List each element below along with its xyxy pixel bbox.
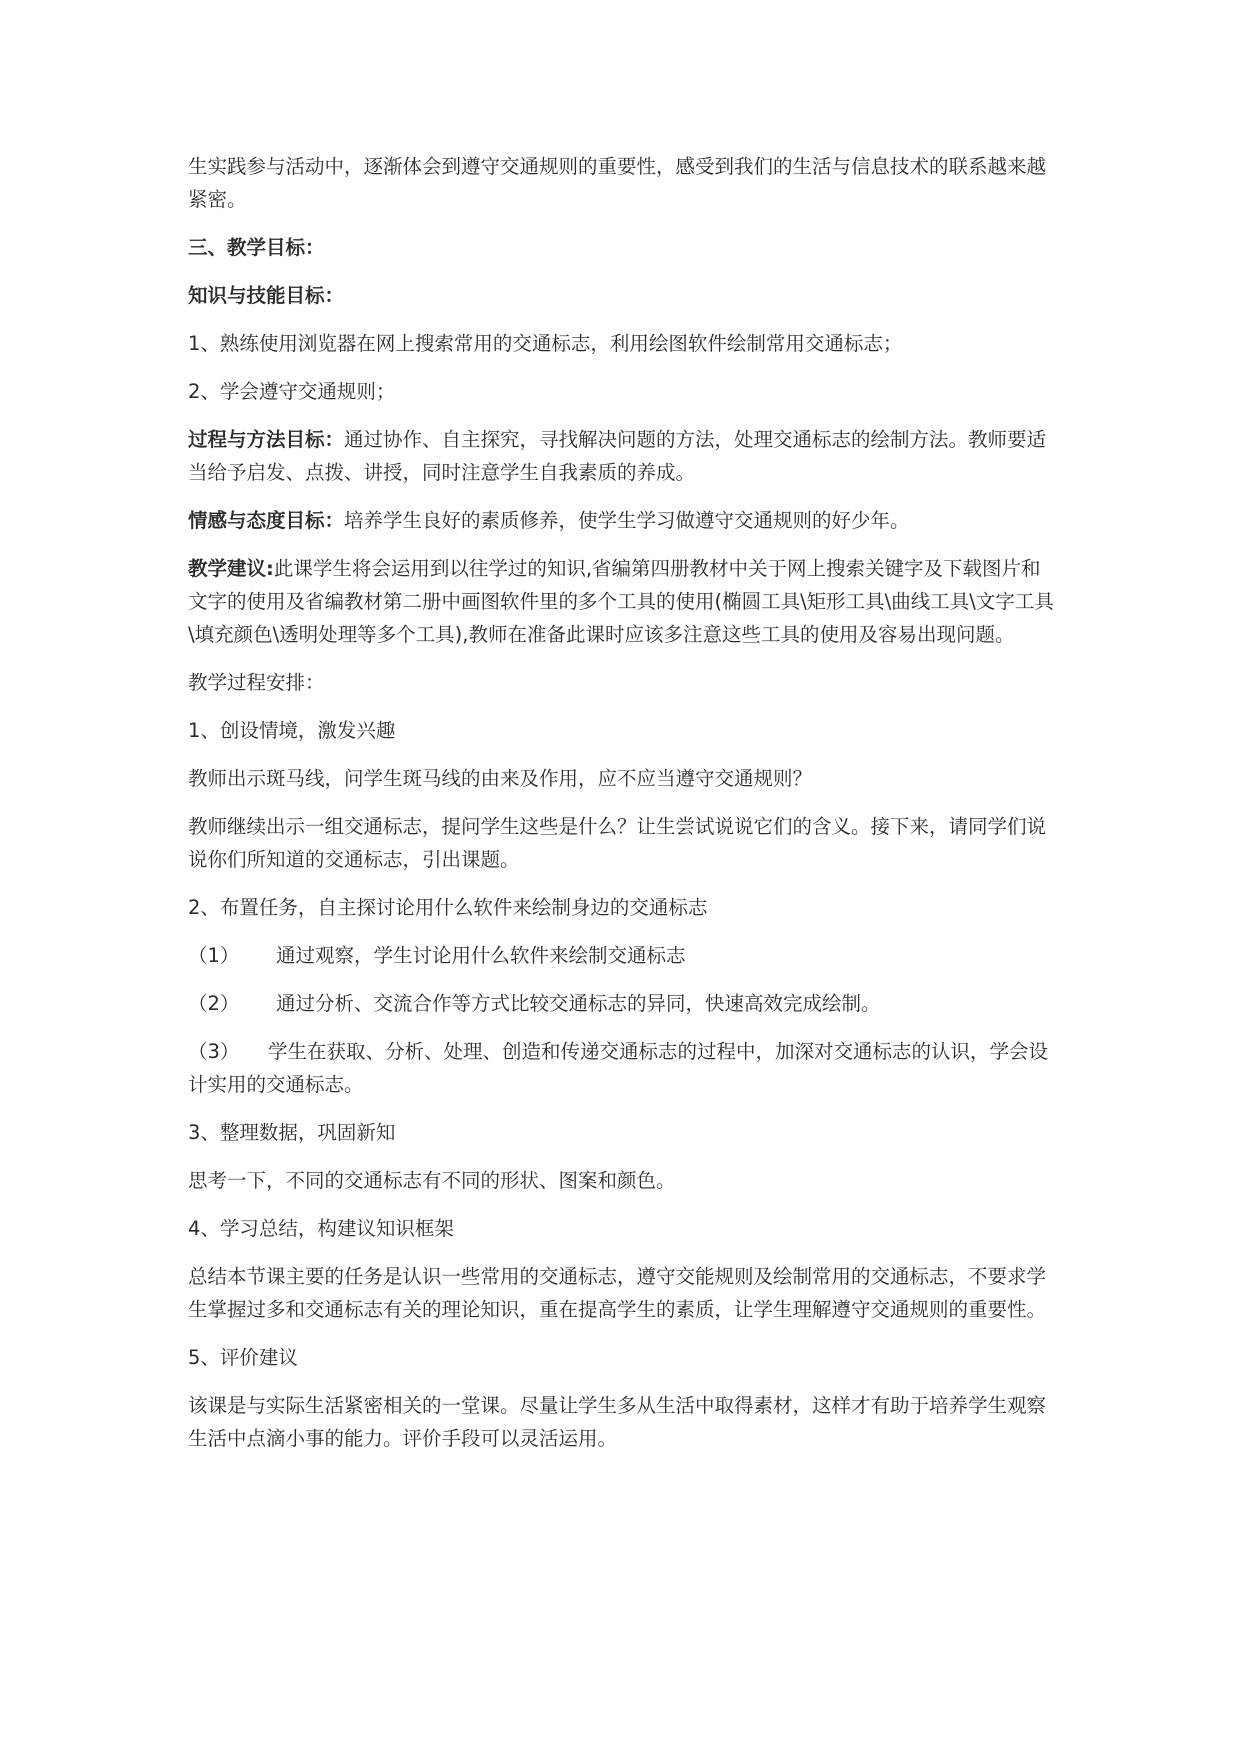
teaching-process-heading: 教学过程安排： (188, 671, 325, 694)
step-1-paragraph-1: 教师出示斑马线，问学生斑马线的由来及作用，应不应当遵守交通规则？ (188, 767, 813, 790)
step-4-paragraph: 总结本节课主要的任务是认识一些常用的交通标志，遵守交能规则及绘制常用的交通标志，不要求学生掌握过多和交通标志有关的理论知识，重在提高学生的素质，让学生理解遵守交通规则的重要性。 (188, 1265, 1047, 1321)
step-5-title: 5、评价建议 (188, 1346, 298, 1369)
step-1-title: 1、创设情境，激发兴趣 (188, 719, 396, 742)
step-3-paragraph: 思考一下，不同的交通标志有不同的形状、图案和颜色。 (188, 1169, 676, 1192)
step-2-item-2-number: （2） (188, 992, 240, 1015)
step-2-item-2-text: 通过分析、交流合作等方式比较交通标志的异同，快速高效完成绘制。 (276, 992, 881, 1015)
step-2-item-3-number: （3） (188, 1040, 240, 1063)
step-4-title: 4、学习总结，构建议知识框架 (188, 1217, 454, 1240)
process-method-label: 过程与方法目标： (188, 428, 345, 451)
teaching-suggestion-paragraph (188, 552, 1058, 651)
intro-paragraph: 生实践参与活动中，逐渐体会到遵守交通规则的重要性，感受到我们的生活与信息技术的联系越来越紧密。 (188, 155, 1047, 211)
section-heading-objectives: 三、教学目标： (188, 236, 325, 259)
step-2-item-3-text: 学生在获取、分析、处理、创造和传递交通标志的过程中，加深对交通标志的认识，学会设计实用的交通标志。 (188, 1040, 1049, 1096)
step-3-title: 3、整理数据，巩固新知 (188, 1121, 396, 1144)
process-method-text: 通过协作、自主探究，寻找解决问题的方法，处理交通标志的绘制方法。教师要适当给予启发、点拨、讲授，同时注意学生自我素质的养成。 (188, 428, 1047, 484)
step-2-item-1-number: （1） (188, 944, 240, 967)
step-2-item-1 (188, 939, 1058, 972)
step-1-paragraph-2: 教师继续出示一组交通标志，提问学生这些是什么？让生尝试说说它们的含义。接下来，请同学们说说你们所知道的交通标志，引出课题。 (188, 815, 1047, 871)
process-method-paragraph (188, 423, 1058, 489)
step-2-item-3 (188, 1035, 1058, 1101)
emotion-attitude-label: 情感与态度目标： (188, 509, 345, 532)
step-2-item-2 (188, 987, 1058, 1020)
knowledge-item-2: 2、学会遵守交通规则； (188, 380, 396, 403)
knowledge-skill-heading: 知识与技能目标： (188, 284, 345, 307)
step-2-title: 2、布置任务，自主探讨论用什么软件来绘制身边的交通标志 (188, 896, 708, 919)
step-2-item-1-text: 通过观察，学生讨论用什么软件来绘制交通标志 (276, 944, 686, 967)
step-5-paragraph: 该课是与实际生活紧密相关的一堂课。尽量让学生多从生活中取得素材，这样才有助于培养学生观察生活中点滴小事的能力。评价手段可以灵活运用。 (188, 1394, 1047, 1450)
knowledge-item-1: 1、熟练使用浏览器在网上搜索常用的交通标志，利用绘图软件绘制常用交通标志； (188, 332, 903, 355)
emotion-attitude-paragraph (188, 504, 1058, 537)
teaching-suggestion-text: 此课学生将会运用到以往学过的知识,省编第四册教材中关于网上搜索关键字及下载图片和文字的使用及省编教材第二册中画图软件里的多个工具的使用(椭圆工具\矩形工具\曲线工具\文字工具\填充颜色\透明处理等多个工具),教师在准备此课时应该多注意这些工具的使用及容易出现问题。 (188, 557, 1054, 646)
emotion-attitude-text: 培养学生良好的素质修养，使学生学习做遵守交通规则的好少年。 (344, 509, 910, 532)
teaching-suggestion-label: 教学建议: (188, 557, 274, 580)
document-page (188, 150, 1058, 1470)
